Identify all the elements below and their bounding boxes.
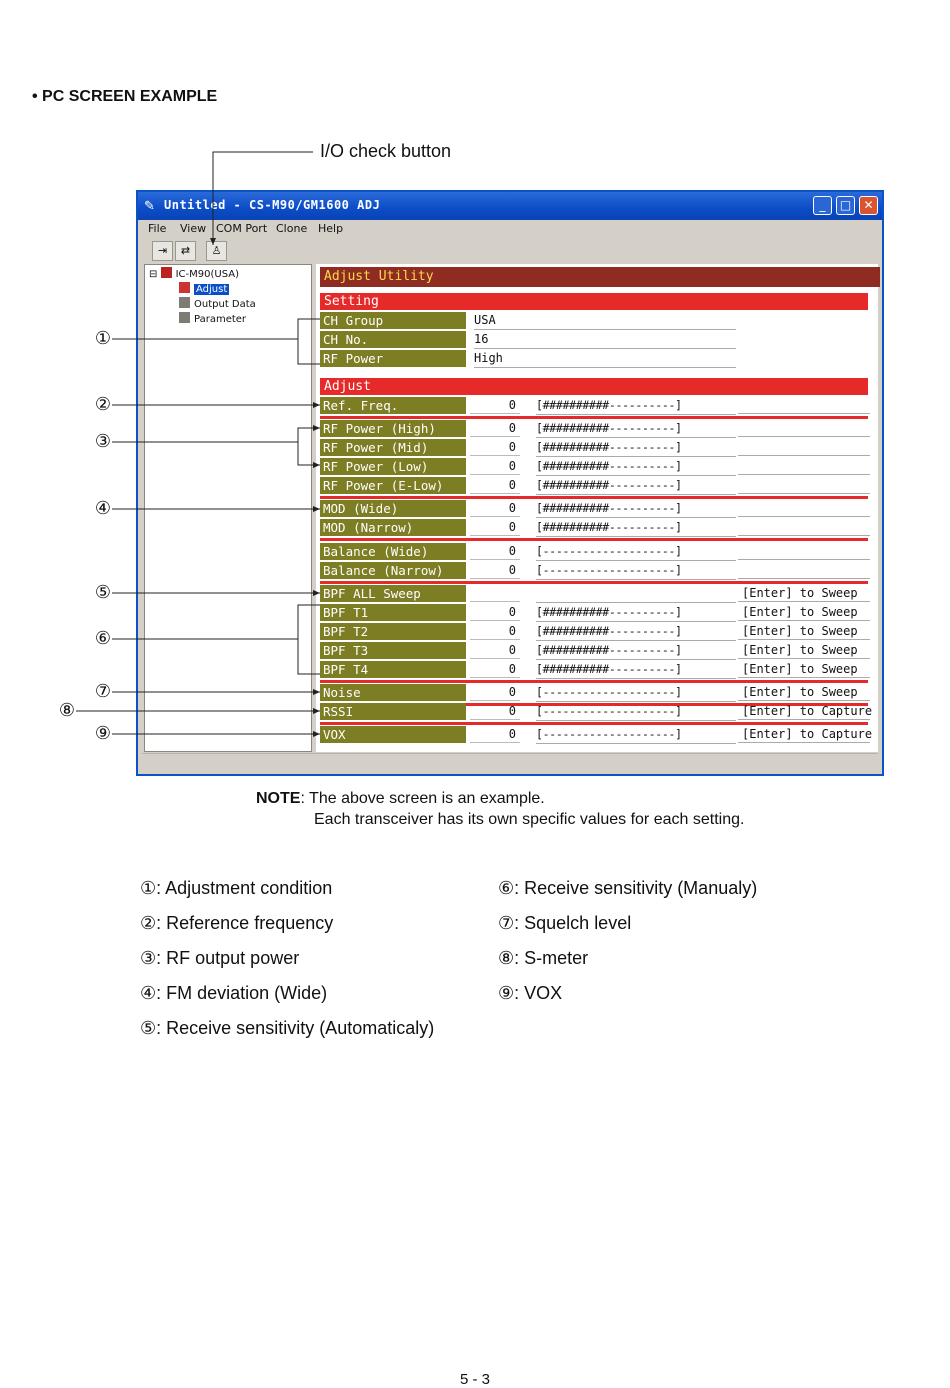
adjust-value[interactable]: 0 <box>470 642 520 659</box>
callout-number: ⑨ <box>94 723 112 743</box>
maximize-button[interactable]: □ <box>836 196 855 215</box>
adjust-label: RF Power (High) <box>320 420 466 437</box>
level-bar: [--------------------] <box>536 543 736 561</box>
legend-item: ②: Reference frequency <box>140 913 334 933</box>
adjust-label: Balance (Wide) <box>320 543 466 560</box>
adjust-label: MOD (Narrow) <box>320 519 466 536</box>
collapse-icon[interactable]: ⊟ <box>149 269 158 280</box>
note-label: NOTE <box>256 790 301 807</box>
section-heading: • PC SCREEN EXAMPLE <box>32 88 218 105</box>
app-icon: ✎ <box>144 198 155 213</box>
level-bar: [##########----------] <box>536 623 736 641</box>
legend-item: ④: FM deviation (Wide) <box>140 983 328 1003</box>
level-bar: [##########----------] <box>536 661 736 679</box>
level-bar: [--------------------] <box>536 726 736 744</box>
menu-view[interactable]: View <box>180 222 207 235</box>
menu-help[interactable]: Help <box>318 222 344 235</box>
legend-item: ⑨: VOX <box>498 983 563 1003</box>
adjust-label: BPF ALL Sweep <box>320 585 466 602</box>
level-bar: [##########----------] <box>536 642 736 660</box>
write-icon[interactable]: ⇄ <box>175 241 196 261</box>
adjust-value[interactable]: 0 <box>470 439 520 456</box>
callout-number: ⑦ <box>94 681 112 701</box>
adjust-label: RF Power (E-Low) <box>320 477 466 494</box>
adjust-label: BPF T4 <box>320 661 466 678</box>
setting-label: CH Group <box>320 312 466 329</box>
callout-number: ③ <box>94 431 112 451</box>
callout-number: ⑥ <box>94 628 112 648</box>
minimize-button[interactable]: _ <box>813 196 832 215</box>
setting-value[interactable]: 16 <box>474 331 736 349</box>
adjust-value[interactable]: 0 <box>470 420 520 437</box>
callout-number: ⑤ <box>94 582 112 602</box>
level-bar: [--------------------] <box>536 703 736 721</box>
callout-number: ④ <box>94 498 112 518</box>
legend-item: ⑦: Squelch level <box>498 913 632 933</box>
menu-file[interactable]: File <box>148 222 167 235</box>
adjust-label: Balance (Narrow) <box>320 562 466 579</box>
level-bar: [--------------------] <box>536 684 736 702</box>
menu-clone[interactable]: Clone <box>276 222 308 235</box>
tree-root-label: IC-M90(USA) <box>175 269 239 280</box>
level-bar: [##########----------] <box>536 397 736 415</box>
setting-label: RF Power <box>320 350 466 367</box>
level-bar: [##########----------] <box>536 519 736 537</box>
io-check-button[interactable]: ♙ <box>206 241 227 261</box>
level-bar: [##########----------] <box>536 439 736 457</box>
level-bar: [##########----------] <box>536 604 736 622</box>
adjust-label: RF Power (Mid) <box>320 439 466 456</box>
close-button[interactable]: ✕ <box>859 196 878 215</box>
window-title: Untitled - CS-M90/GM1600 ADJ <box>164 198 381 212</box>
setting-header: Setting <box>320 293 868 310</box>
adjust-value[interactable]: 0 <box>470 703 520 720</box>
note-line-2: Each transceiver has its own specific values for each setting. <box>314 811 745 828</box>
level-bar: [##########----------] <box>536 458 736 476</box>
adjust-value[interactable]: 0 <box>470 477 520 494</box>
legend-item: ③: RF output power <box>140 948 300 968</box>
adjust-value[interactable]: 0 <box>470 458 520 475</box>
adjust-value[interactable]: 0 <box>470 684 520 701</box>
level-bar: [##########----------] <box>536 420 736 438</box>
note-line-1 <box>256 790 545 808</box>
action-hint[interactable]: [Enter] to Capture <box>738 726 870 743</box>
adjust-value[interactable]: 0 <box>470 623 520 640</box>
page-number: 5 - 3 <box>460 1371 491 1388</box>
adjust-header: Adjust <box>320 378 868 395</box>
adjust-label: VOX <box>320 726 466 743</box>
setting-value[interactable]: High <box>474 350 736 368</box>
adjust-value[interactable]: 0 <box>470 519 520 536</box>
adjust-label: RF Power (Low) <box>320 458 466 475</box>
setting-label: CH No. <box>320 331 466 348</box>
adjust-value[interactable]: 0 <box>470 543 520 560</box>
legend-item: ①: Adjustment condition <box>140 878 333 898</box>
adjust-label: BPF T2 <box>320 623 466 640</box>
adjust-label: Ref. Freq. <box>320 397 466 414</box>
action-hint[interactable]: [Enter] to Sweep <box>738 661 870 678</box>
adjust-label: BPF T1 <box>320 604 466 621</box>
tree-item-label: Parameter <box>194 314 247 325</box>
note-text: : The above screen is an example. <box>300 790 545 807</box>
adjust-value[interactable]: 0 <box>470 661 520 678</box>
action-hint[interactable]: [Enter] to Sweep <box>738 684 870 701</box>
menu-com-port[interactable]: COM Port <box>216 222 268 235</box>
adjust-label: MOD (Wide) <box>320 500 466 517</box>
action-hint[interactable]: [Enter] to Capture <box>738 703 870 720</box>
action-hint[interactable]: [Enter] to Sweep <box>738 604 870 621</box>
adjust-value[interactable]: 0 <box>470 726 520 743</box>
level-bar: [##########----------] <box>536 500 736 518</box>
tree-item-label: Output Data <box>194 299 256 310</box>
level-bar: [##########----------] <box>536 477 736 495</box>
level-bar: [--------------------] <box>536 562 736 580</box>
adjust-value[interactable]: 0 <box>470 562 520 579</box>
adjust-value[interactable]: 0 <box>470 604 520 621</box>
callout-number: ⑧ <box>58 700 76 720</box>
io-check-callout: I/O check button <box>320 141 452 161</box>
callout-number: ② <box>94 394 112 414</box>
read-icon[interactable]: ⇥ <box>152 241 173 261</box>
legend-item: ⑤: Receive sensitivity (Automaticaly) <box>140 1018 435 1038</box>
legend-item: ⑧: S-meter <box>498 948 589 968</box>
setting-value[interactable]: USA <box>474 312 736 330</box>
adjust-value[interactable]: 0 <box>470 397 520 414</box>
callout-number: ① <box>94 328 112 348</box>
adjust-label: RSSI <box>320 703 466 720</box>
legend-item: ⑥: Receive sensitivity (Manualy) <box>498 878 758 898</box>
action-hint[interactable]: [Enter] to Sweep <box>738 585 870 602</box>
tree-item-label: Adjust <box>196 284 228 295</box>
action-hint[interactable]: [Enter] to Sweep <box>738 642 870 659</box>
adjust-label: BPF T3 <box>320 642 466 659</box>
adjust-label: Noise <box>320 684 466 701</box>
action-hint[interactable]: [Enter] to Sweep <box>738 623 870 640</box>
utility-title: Adjust Utility <box>320 267 880 287</box>
adjust-value[interactable]: 0 <box>470 500 520 517</box>
